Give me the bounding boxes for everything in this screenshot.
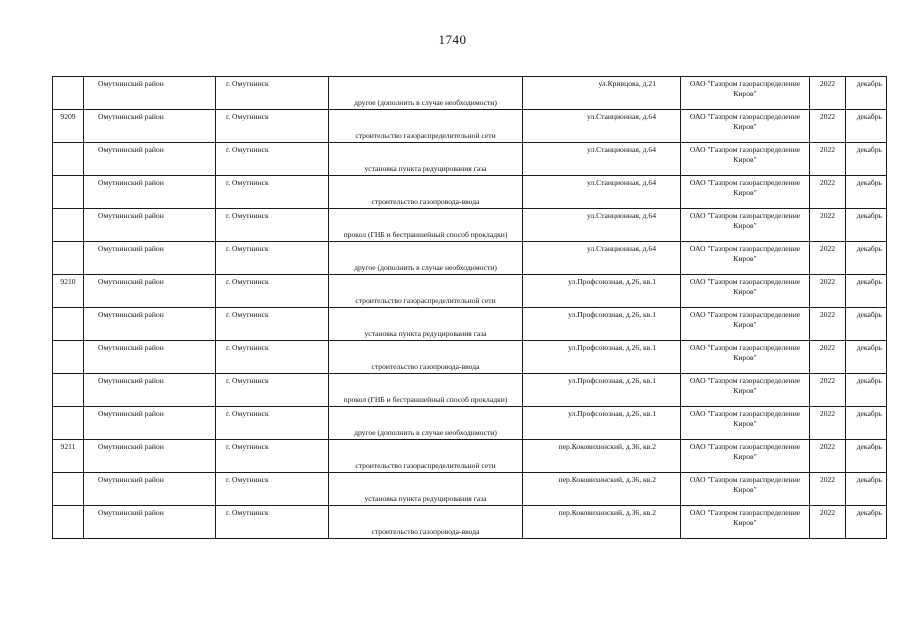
organization-cell: [681, 473, 810, 506]
month: декабрь: [856, 475, 882, 484]
work-type: строительство газопровода-ввода: [371, 196, 480, 206]
row-number: [53, 242, 83, 244]
district-cell: [84, 176, 216, 209]
organization-cell: [681, 308, 810, 341]
organization-cell: [681, 374, 810, 407]
address-cell: [523, 341, 681, 374]
month: декабрь: [856, 211, 882, 220]
row-number: [53, 407, 83, 409]
city: г. Омутнинск: [226, 145, 269, 154]
city: г. Омутнинск: [226, 211, 269, 220]
year: 2022: [819, 211, 836, 220]
work-type-cell: [329, 209, 523, 242]
city: г. Омутнинск: [226, 442, 269, 451]
row-number: [53, 374, 83, 376]
month: декабрь: [856, 343, 882, 352]
year: 2022: [819, 508, 836, 517]
year-cell: [810, 407, 846, 440]
district: Омутнинский район: [98, 310, 164, 319]
organization: ОАО "Газпром газораспределение Киров": [689, 376, 801, 395]
row-number: [53, 209, 83, 211]
row-number-cell: [53, 143, 84, 176]
organization: ОАО "Газпром газораспределение Киров": [689, 343, 801, 362]
month-cell: [846, 176, 887, 209]
row-number: [53, 176, 83, 178]
gasification-schedule-table: [52, 76, 887, 539]
row-number: [53, 341, 83, 343]
address: пер.Коковихинский, д.36, кв.2: [558, 508, 656, 517]
address: ул.Станционная, д.64: [586, 145, 656, 154]
city: г. Омутнинск: [226, 310, 269, 319]
work-type-cell: [329, 77, 523, 110]
address-cell: [523, 275, 681, 308]
year-cell: [810, 374, 846, 407]
organization-cell: [681, 143, 810, 176]
year-cell: [810, 176, 846, 209]
district-cell: [84, 242, 216, 275]
organization-cell: [681, 275, 810, 308]
work-type: другое (дополнить в случае необходимости): [354, 427, 497, 437]
year: 2022: [819, 376, 836, 385]
address: ул.Профсоюзная, д.26, кв.1: [568, 310, 656, 319]
year: 2022: [819, 112, 836, 121]
work-type: установка пункта редуцирования газа: [364, 328, 487, 338]
year-cell: [810, 341, 846, 374]
district-cell: [84, 341, 216, 374]
address: ул.Профсоюзная, д.26, кв.1: [568, 343, 656, 352]
district: Омутнинский район: [98, 145, 164, 154]
organization: ОАО "Газпром газораспределение Киров": [689, 178, 801, 197]
month: декабрь: [856, 310, 882, 319]
organization: ОАО "Газпром газораспределение Киров": [689, 442, 801, 461]
table-row: [53, 143, 887, 176]
row-number-cell: [53, 374, 84, 407]
address: пер.Коковихинский, д.36, кв.2: [558, 475, 656, 484]
month-cell: [846, 473, 887, 506]
city-cell: [216, 341, 329, 374]
month-cell: [846, 77, 887, 110]
district-cell: [84, 374, 216, 407]
district-cell: [84, 275, 216, 308]
work-type: установка пункта редуцирования газа: [364, 163, 487, 173]
work-type: прокол (ГНБ и бестраншейный способ прокладки): [343, 394, 508, 404]
district-cell: [84, 110, 216, 143]
row-number-cell: [53, 341, 84, 374]
organization: ОАО "Газпром газораспределение Киров": [689, 145, 801, 164]
year: 2022: [819, 145, 836, 154]
year-cell: [810, 77, 846, 110]
city-cell: [216, 506, 329, 539]
district: Омутнинский район: [98, 409, 164, 418]
year-cell: [810, 308, 846, 341]
work-type-cell: [329, 275, 523, 308]
year: 2022: [819, 79, 836, 88]
district-cell: [84, 440, 216, 473]
month: декабрь: [856, 442, 882, 451]
organization-cell: [681, 407, 810, 440]
work-type-cell: [329, 341, 523, 374]
organization: ОАО "Газпром газораспределение Киров": [689, 310, 801, 329]
address: пер.Коковихинский, д.36, кв.2: [558, 442, 656, 451]
organization: ОАО "Газпром газораспределение Киров": [689, 409, 801, 428]
address-cell: [523, 506, 681, 539]
year: 2022: [819, 178, 836, 187]
district: Омутнинский район: [98, 475, 164, 484]
address: ул.Кривцова, д.21: [598, 79, 656, 88]
row-number: [53, 143, 83, 145]
address: ул.Станционная, д.64: [586, 211, 656, 220]
address-cell: [523, 110, 681, 143]
organization-cell: [681, 440, 810, 473]
row-number: [53, 77, 83, 79]
table-row: [53, 110, 887, 143]
district: Омутнинский район: [98, 376, 164, 385]
address-cell: [523, 440, 681, 473]
city: г. Омутнинск: [226, 376, 269, 385]
city: г. Омутнинск: [226, 409, 269, 418]
year-cell: [810, 209, 846, 242]
month: декабрь: [856, 145, 882, 154]
table-row: [53, 176, 887, 209]
organization-cell: [681, 506, 810, 539]
row-number-cell: [53, 77, 84, 110]
row-number-cell: [53, 176, 84, 209]
month: декабрь: [856, 277, 882, 286]
year: 2022: [819, 310, 836, 319]
district: Омутнинский район: [98, 79, 164, 88]
table-row: [53, 308, 887, 341]
month: декабрь: [856, 508, 882, 517]
year-cell: [810, 143, 846, 176]
work-type-cell: [329, 308, 523, 341]
work-type: другое (дополнить в случае необходимости): [354, 97, 497, 107]
month-cell: [846, 407, 887, 440]
table-row: [53, 473, 887, 506]
organization: ОАО "Газпром газораспределение Киров": [689, 112, 801, 131]
city: г. Омутнинск: [226, 475, 269, 484]
address: ул.Профсоюзная, д.26, кв.1: [568, 376, 656, 385]
work-type: другое (дополнить в случае необходимости): [354, 262, 497, 272]
month-cell: [846, 341, 887, 374]
address-cell: [523, 176, 681, 209]
year-cell: [810, 242, 846, 275]
district: Омутнинский район: [98, 178, 164, 187]
year: 2022: [819, 244, 836, 253]
district-cell: [84, 143, 216, 176]
table-row: [53, 77, 887, 110]
address-cell: [523, 242, 681, 275]
organization-cell: [681, 176, 810, 209]
year-cell: [810, 473, 846, 506]
row-number: 9210: [60, 277, 76, 286]
work-type-cell: [329, 242, 523, 275]
row-number: [53, 506, 83, 508]
organization: ОАО "Газпром газораспределение Киров": [689, 508, 801, 527]
work-type-cell: [329, 473, 523, 506]
table-row: [53, 407, 887, 440]
work-type: строительство газораспределительной сети: [355, 295, 496, 305]
address: ул.Станционная, д.64: [586, 112, 656, 121]
district-cell: [84, 506, 216, 539]
city: г. Омутнинск: [226, 79, 269, 88]
district: Омутнинский район: [98, 112, 164, 121]
organization: ОАО "Газпром газораспределение Киров": [689, 211, 801, 230]
year-cell: [810, 440, 846, 473]
year-cell: [810, 506, 846, 539]
work-type: установка пункта редуцирования газа: [364, 493, 487, 503]
table-row: [53, 440, 887, 473]
address: ул.Станционная, д.64: [586, 178, 656, 187]
table-body: [53, 77, 887, 539]
year: 2022: [819, 442, 836, 451]
table-row: [53, 242, 887, 275]
organization-cell: [681, 209, 810, 242]
district-cell: [84, 209, 216, 242]
table-row: [53, 209, 887, 242]
year-cell: [810, 275, 846, 308]
organization: ОАО "Газпром газораспределение Киров": [689, 277, 801, 296]
month-cell: [846, 209, 887, 242]
row-number-cell: [53, 110, 84, 143]
work-type: строительство газораспределительной сети: [355, 460, 496, 470]
work-type-cell: [329, 506, 523, 539]
organization: ОАО "Газпром газораспределение Киров": [689, 79, 801, 98]
city-cell: [216, 275, 329, 308]
table-row: [53, 374, 887, 407]
city: г. Омутнинск: [226, 508, 269, 517]
year: 2022: [819, 475, 836, 484]
city: г. Омутнинск: [226, 178, 269, 187]
address: ул.Профсоюзная, д.26, кв.1: [568, 277, 656, 286]
address-cell: [523, 143, 681, 176]
row-number: [53, 473, 83, 475]
month-cell: [846, 374, 887, 407]
month: декабрь: [856, 178, 882, 187]
city: г. Омутнинск: [226, 277, 269, 286]
year-cell: [810, 110, 846, 143]
row-number: 9209: [60, 112, 76, 121]
month-cell: [846, 110, 887, 143]
city-cell: [216, 209, 329, 242]
row-number-cell: [53, 506, 84, 539]
address-cell: [523, 77, 681, 110]
month: декабрь: [856, 79, 882, 88]
address-cell: [523, 209, 681, 242]
work-type: строительство газопровода-ввода: [371, 361, 480, 371]
district: Омутнинский район: [98, 508, 164, 517]
table-row: [53, 506, 887, 539]
row-number-cell: [53, 473, 84, 506]
district-cell: [84, 308, 216, 341]
district: Омутнинский район: [98, 244, 164, 253]
month-cell: [846, 440, 887, 473]
work-type: строительство газопровода-ввода: [371, 526, 480, 536]
table-row: [53, 275, 887, 308]
row-number-cell: [53, 209, 84, 242]
month: декабрь: [856, 376, 882, 385]
address: ул.Профсоюзная, д.26, кв.1: [568, 409, 656, 418]
city-cell: [216, 110, 329, 143]
address-cell: [523, 308, 681, 341]
address-cell: [523, 473, 681, 506]
organization-cell: [681, 110, 810, 143]
organization-cell: [681, 341, 810, 374]
row-number-cell: [53, 308, 84, 341]
organization: ОАО "Газпром газораспределение Киров": [689, 244, 801, 263]
district: Омутнинский район: [98, 211, 164, 220]
month: декабрь: [856, 112, 882, 121]
year: 2022: [819, 343, 836, 352]
work-type-cell: [329, 374, 523, 407]
work-type-cell: [329, 440, 523, 473]
district-cell: [84, 407, 216, 440]
city-cell: [216, 143, 329, 176]
city-cell: [216, 440, 329, 473]
city-cell: [216, 473, 329, 506]
city-cell: [216, 77, 329, 110]
month-cell: [846, 506, 887, 539]
city: г. Омутнинск: [226, 343, 269, 352]
year: 2022: [819, 277, 836, 286]
month: декабрь: [856, 244, 882, 253]
row-number-cell: [53, 275, 84, 308]
organization-cell: [681, 242, 810, 275]
city-cell: [216, 242, 329, 275]
district: Омутнинский район: [98, 442, 164, 451]
row-number: [53, 308, 83, 310]
work-type-cell: [329, 143, 523, 176]
page-number: 1740: [438, 32, 467, 47]
year: 2022: [819, 409, 836, 418]
work-type-cell: [329, 407, 523, 440]
row-number-cell: [53, 407, 84, 440]
district-cell: [84, 77, 216, 110]
month-cell: [846, 308, 887, 341]
organization: ОАО "Газпром газораспределение Киров": [689, 475, 801, 494]
address-cell: [523, 374, 681, 407]
city: г. Омутнинск: [226, 244, 269, 253]
district-cell: [84, 473, 216, 506]
city-cell: [216, 374, 329, 407]
district: Омутнинский район: [98, 343, 164, 352]
city: г. Омутнинск: [226, 112, 269, 121]
organization-cell: [681, 77, 810, 110]
table-row: [53, 341, 887, 374]
work-type: строительство газораспределительной сети: [355, 130, 496, 140]
month: декабрь: [856, 409, 882, 418]
work-type-cell: [329, 176, 523, 209]
address-cell: [523, 407, 681, 440]
row-number: 9211: [60, 442, 76, 451]
city-cell: [216, 407, 329, 440]
month-cell: [846, 242, 887, 275]
work-type: прокол (ГНБ и бестраншейный способ прокладки): [343, 229, 508, 239]
city-cell: [216, 308, 329, 341]
row-number-cell: [53, 440, 84, 473]
row-number-cell: [53, 242, 84, 275]
city-cell: [216, 176, 329, 209]
district: Омутнинский район: [98, 277, 164, 286]
month-cell: [846, 143, 887, 176]
month-cell: [846, 275, 887, 308]
address: ул.Станционная, д.64: [586, 244, 656, 253]
work-type-cell: [329, 110, 523, 143]
